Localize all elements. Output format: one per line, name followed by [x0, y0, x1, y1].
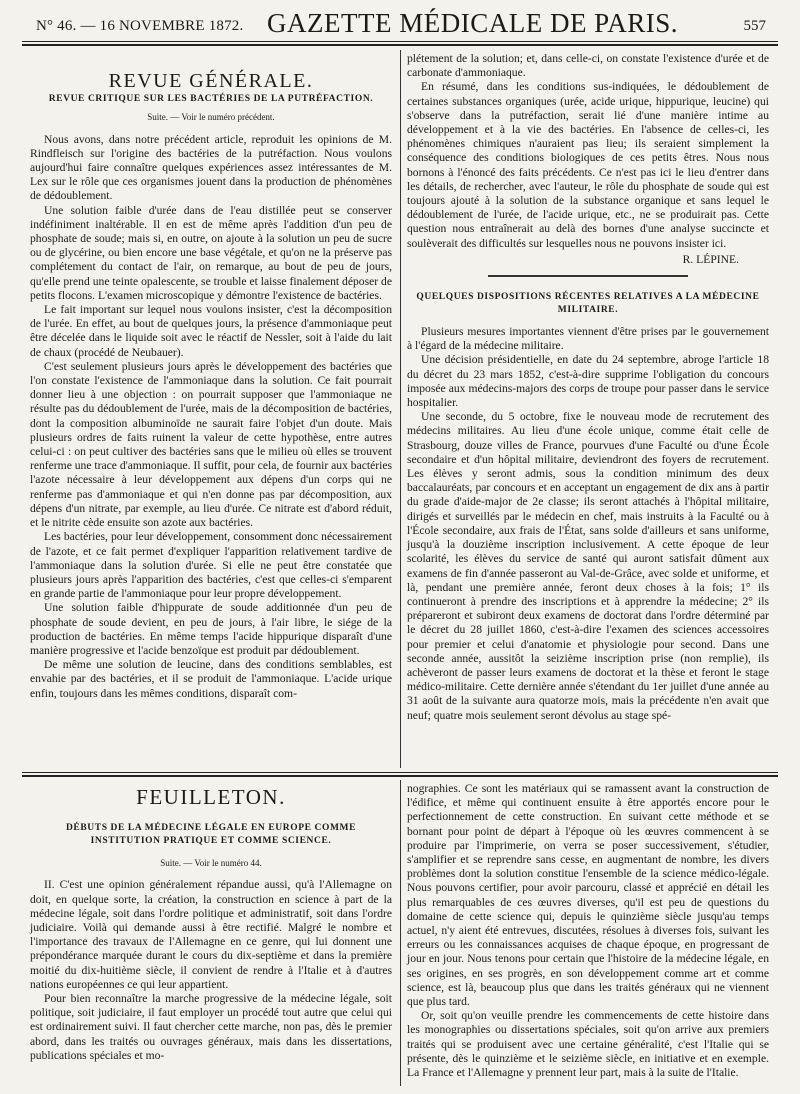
revue-right-column: [407, 52, 769, 767]
revue-left-column: [30, 72, 392, 767]
revue-paragraph: C'est seulement plusieurs jours après le développement des bactéries que l'on constate l'existence de l'ammoniaque dans la solution. Ce fait pourrait donner lieu à une objection : on pourrait supposer que l'ammoniaque ne résulte pas du dédoublement de l'urée, mais de la décomposition de bactéries, dont la composition albuminoïde ne saurait faire l'objet d'un doute. Mais plusieurs ordres de faits ruinent la valeur de cette hypothèse, entre autres celui-ci : on peut cultiver des bactéries sans que le milieu où elles se trouvent renferme une trace d'ammoniaque. Il suffit, pour cela, de fournir aux bactéries l'azote nécessaire à leur développement aux dépens d'un corps qui ne renferme pas d'ammoniaque et qui n'en donne pas par décomposition, aux dépens d'un nitrate, par exemple, au lieu d'urée. Ce nitrate est d'abord réduit, et le nitrite cède ensuite son azote aux bactéries.: [30, 359, 392, 530]
revue-subtitle: REVUE CRITIQUE SUR LES BACTÉRIES DE LA PUTRÉFACTION.: [48, 94, 374, 105]
feuilleton-paragraph: Or, soit qu'on veuille prendre les commencements de cette histoire dans les monographies ou dissertations spéciales, soit qu'on arrive aux premiers traités qui se produisent avec une certaine généralité, c'est l'Italie qui se présente, dès le quinzième et le seizième siècle, en initiative et en exemple. La France et l'Allemagne y prennent leur part, mais à la suite de l'Italie.: [407, 1009, 769, 1080]
column-divider-lower: [400, 780, 401, 1086]
feuilleton-title: FEUILLETON.: [136, 785, 286, 809]
feuilleton-paragraph: nographies. Ce sont les matériaux qui se ramassent avant la construction de l'édifice, et même qui continuent ensuite à être apportés encore pour le perfectionnement de cette construction. En suivant cette méthode et se bornant pour point de départ à l'époque où les œuvres commencent à se produire par l'imprimerie, on verra se poser successivement, s'étudier, s'amplifier et se reprendre sans cesse, en augmentant de nombre, les divers problèmes dont la solution constitue l'ensemble de la science médico-légale. Nous pouvons certifier, pour avoir parcouru, classé et apprécié en détail les plus remarquables de ces œuvres diverses, qu'il est peu de questions du domaine de cette science qui, depuis le quinzième siècle jusqu'au temps actuel, n'y aient été entrevues, discutées, résolues à diverses fois, suivant les erreurs ou les connaissances acquises de chaque époque, en progressant de jour en jour. Nous tenons pour certain que l'histoire de la médecine légale, en ses origines, en ses progrès, en son développement comme art et comme science, est là, beaucoup plus que dans les traités généraux qui ne viennent que plus tard.: [407, 782, 769, 1009]
page-number: 557: [743, 18, 766, 34]
medecine-paragraph: Une décision présidentielle, en date du 24 septembre, abroge l'article 18 du décret du 23 mars 1852, c'est-à-dire supprime l'obligation du concours imposée aux médecins-majors des corps de troupe pour passer dans le service hospitalier.: [407, 353, 769, 410]
revue-paragraph: Les bactéries, pour leur développement, consomment donc nécessairement de l'azote, et ce fait permet d'expliquer l'apparition relativement tardive de l'ammoniaque dans la solution d'urée. Si elle ne peut être constatée que plusieurs jours après l'apparition des bactéries, c'est que celles-ci s'emparent en grande partie de l'ammoniaque pour leur propre développement.: [30, 530, 392, 601]
medecine-paragraph: Une seconde, du 5 octobre, fixe le nouveau mode de recrutement des médecins militaires. Au lieu d'une école unique, comme était celle de Strasbourg, douze villes de France, pourvues d'une Faculté ou d'une École secondaire et d'un hôpital militaire, deviendront des foyers de recrutement. Les élèves y seront admis, sous la condition minimum des deux baccalauréats, par concours et en acceptant un engagement de dix ans à partir du grade d'aide-major de 2e classe; ils seront attachés à l'hôpital militaire, dirigés et surveillés par le médecin en chef, mais instruits à la Faculté ou à l'École secondaire, aux frais de l'État, sans solde d'ailleurs et sans uniforme, jusqu'à la douzième inscription inclusivement. A cette époque de leur scolarité, les élèves du service de santé qui auront satisfait dûment aux examens de fin d'année passeront au Val-de-Grâce, avec solde et uniforme, et là, pendant une première année, feront deux choses à la fois; 1° ils continueront à prendre des inscriptions et à apprendre la médecine; 2° ils prépareront et subiront deux examens de doctorat dans l'ordre déterminé par le décret du 28 juillet 1860, c'est-à-dire l'examen des sciences accessoires pour premier et celui d'anatomie et physiologie pour second. Dans une seconde année, aussitôt la seizième inscription prise (non remplie), ils achèveront de passer leurs examens de doctorat et la thèse et feront le stage médico-militaire. Cette dernière année s'étendant du 1er juillet d'une année au 31 août de la suivante aura quatorze mois, mais la précédente n'en avait que neuf; quatre mois seulement seront dévolus au stage spé-: [407, 410, 769, 722]
masthead-rule-bottom: [22, 44, 778, 46]
revue-paragraph: plétement de la solution; et, dans celle-ci, on constate l'existence d'urée et de carbonate d'ammoniaque.: [407, 52, 769, 80]
feuilleton-paragraph: Pour bien reconnaître la marche progressive de la médecine légale, soit politique, soit judiciaire, il faut employer un procédé tout autre que celui qui est ordinairement suivi. Il faut chercher cette marche, non pas, dès le premier abord, dans les traités ou ouvrages généraux, mais dans les dissertations, publications spéciales et mo-: [30, 992, 392, 1062]
masthead: [30, 6, 770, 40]
journal-title: GAZETTE MÉDICALE DE PARIS.: [267, 8, 678, 38]
revue-paragraph: En résumé, dans les conditions sus-indiquées, le dédoublement de certaines substances organiques (urée, acide urique, hippurique, leucine) qui s'observe dans la putréfaction, serait lié d'une manière intime au développement et à la vie des bactéries. En l'absence de celles-ci, les phénomènes chimiques n'auraient pas lieu; ils seraient simplement la conséquence des conditions biologiques de ces petits êtres. Nous nous bornons à l'énoncé des faits précédents. Ce n'est pas ici le lieu d'entrer dans les détails, de rechercher, avec l'auteur, le rôle du phosphate de soude qui est toujours ajouté à la solution de la substance organique et sans lequel le dédoublement de l'urée, de l'acide urique, etc., ne se produirait pas. Cette question nous entraînerait au delà des bornes d'une analyse succincte et soulèverait des difficultés sur lesquelles nous ne pouvons insister ici.: [407, 80, 769, 250]
feuilleton-paragraph: II. C'est une opinion généralement répandue aussi, qu'à l'Allemagne on doit, en quelque sorte, la création, la construction en science à part de la médecine légale, soit dans l'ordre politique et administratif, soit dans l'ordre judiciaire. Voilà qui demande aussi à être rectifié. Malgré le nombre et l'importance des travaux de l'Allemagne en ce genre, qui lui donnent une prépondérance marquée durant le cours du dix-septième et dans la première moitié du dix-huitième siècle, il convient de rendre à l'Italie et à d'autres nations européennes ce qui leur appartient.: [30, 878, 392, 991]
medecine-paragraph: Plusieurs mesures importantes viennent d'être prises par le gouvernement à l'égard de la médecine militaire.: [407, 325, 769, 353]
revue-paragraph: Nous avons, dans notre précédent article, reproduit les opinions de M. Rindfleisch sur l'origine des bactéries de la putréfaction. Nous voulons aujourd'hui faire connaître quelques expériences assez intéressantes de M. Lex sur le rôle que ces organismes jouent dans la production de phénomènes de dédoublement.: [30, 132, 392, 203]
feuilleton-subtitle: DÉBUTS DE LA MÉDECINE LÉGALE EN EUROPE COMME INSTITUTION PRATIQUE ET COMME SCIENCE.: [65, 823, 357, 847]
revue-paragraph: Une solution faible d'urée dans de l'eau distillée peut se conserver indéfiniment inaltérable. Il en est de même après l'addition d'un peu de phosphate de soude; mais si, en outre, on ajoute à la solution un peu de sucre ou de glycérine, ou bien encore une base végétale, et qu'on ne la préserve pas complétement du contact de l'air, on remarque, au bout de peu de jours, qu'elle prend une teinte opalescente, se trouble et laisse finalement déposer de petits flocons. L'examen microscopique y démontre l'existence de bactéries.: [30, 203, 392, 302]
feuilleton-rule-bottom: [22, 775, 778, 777]
feuilleton-rule-top: [22, 772, 778, 773]
issue-number: N° 46. — 16 NOVEMBRE 1872.: [36, 18, 244, 34]
revue-paragraph: Une solution faible d'hippurate de soude additionnée d'un peu de phosphate de soude devient, en peu de jours, à l'air libre, le siége de la production de bactéries. En même temps l'acide hippurique disparaît d'une manière progressive et l'acide benzoïque est produit par dédoublement.: [30, 601, 392, 657]
feuilleton-right-column: [407, 782, 769, 1082]
revue-title: REVUE GÉNÉRALE.: [108, 70, 314, 92]
masthead-rule-top: [22, 41, 778, 42]
feuilleton-suite-note: Suite. — Voir le numéro 44.: [160, 858, 262, 869]
revue-paragraph: Le fait important sur lequel nous voulons insister, c'est la décomposition de l'urée. En effet, au bout de quelques jours, la présence d'ammoniaque peut être décelée dans le liquide soit avec le réactif de Nessler, soit à l'aide du lait de chaux (procédé de Neubauer).: [30, 303, 392, 359]
column-divider-upper: [400, 50, 401, 768]
revue-signature: R. LÉPINE.: [682, 252, 739, 266]
revue-suite-note: Suite. — Voir le numéro précédent.: [147, 112, 275, 123]
section-separator: [488, 275, 688, 277]
medecine-title: QUELQUES DISPOSITIONS RÉCENTES RELATIVES A LA MÉDECINE MILITAIRE.: [416, 292, 760, 316]
feuilleton-left-column: [30, 782, 392, 1082]
revue-paragraph: De même une solution de leucine, dans des conditions semblables, est envahie par des bactéries, et il se produit de l'ammoniaque. L'acide urique enfin, toujours dans les mêmes conditions, disparaît com-: [30, 658, 392, 700]
